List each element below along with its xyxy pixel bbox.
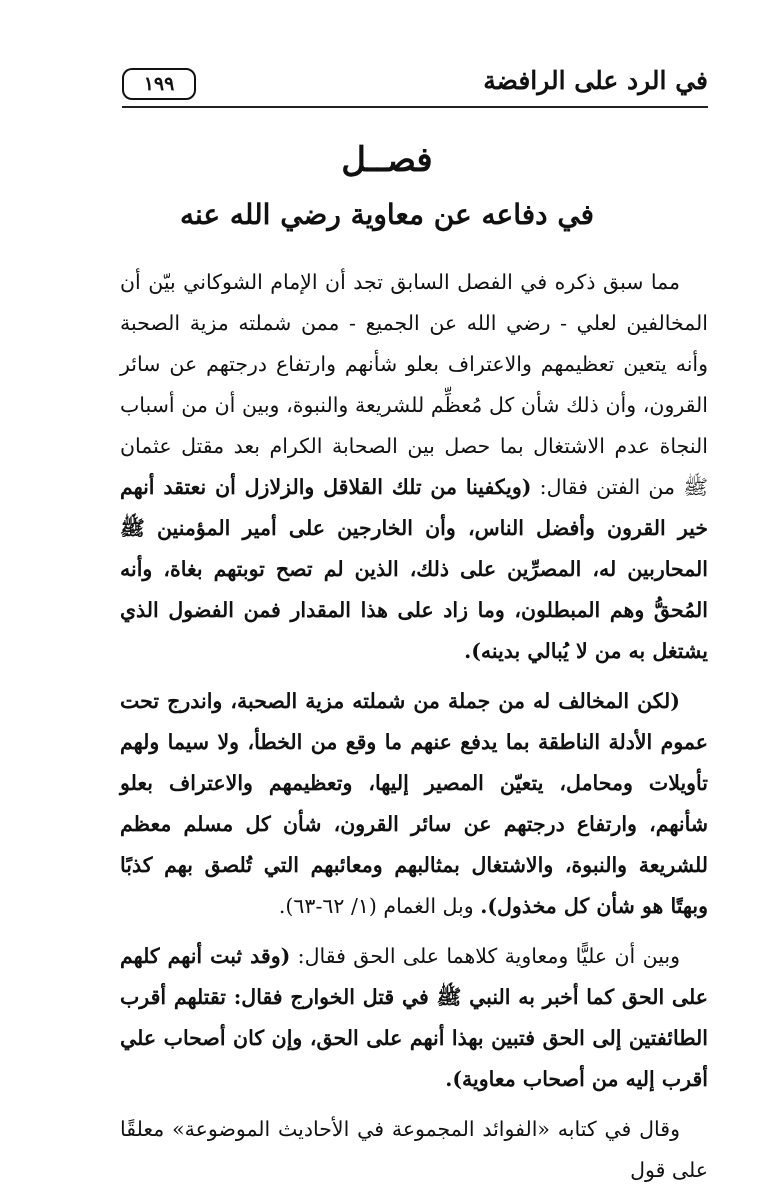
paragraph-1-quote: (ويكفينا من تلك القلاقل والزلازل أن نعتقد أنهم خير القرون وأفضل الناس، وأن الخارجين على أمير المؤمنين ﷺ المحاربين له، المصرِّين على ذلك، الذين لم تصح توبتهم بغاة، وأنه المُحقُّ وهم المبطلون، وما زاد على هذا المقدار فمن الفضول الذي يشتغل به من لا يُبالي بدينه).	[120, 475, 708, 663]
paragraph-3-text: وبين أن عليًّا ومعاوية كلاهما على الحق فقال:	[290, 944, 680, 968]
paragraph-2	[120, 681, 708, 927]
paragraph-2-quote: (لكن المخالف له من جملة من شملته مزية الصحبة، واندرج تحت عموم الأدلة الناطقة بما يدفع عنهم ما وقع من الخطأ، ولا سيما ولهم تأويلات ومحامل، يتعيّن المصير إليها، وتعظيمهم والاعتراف بعلو شأنهم، وارتفاع درجتهم عن سائر القرون، شأن كل مسلم معظم للشريعة والنبوة، والاشتغال بمثالبهم ومعائبهم التي تُلصق بهم كذبًا وبهتًا هو شأن كل مخذول).	[120, 689, 708, 918]
paragraph-4	[120, 1109, 708, 1191]
paragraph-4-text: وقال في كتابه «الفوائد المجموعة في الأحاديث الموضوعة» معلقًا على قول	[120, 1117, 708, 1182]
paragraph-3	[120, 936, 708, 1100]
paragraph-1	[120, 262, 708, 672]
body-text	[120, 262, 708, 1200]
page-header	[122, 62, 708, 108]
section-title: فصــل	[341, 140, 433, 180]
page-number: ١٩٩	[122, 68, 196, 100]
section-subtitle: في دفاعه عن معاوية رضي الله عنه	[179, 198, 595, 231]
paragraph-1-text: مما سبق ذكره في الفصل السابق تجد أن الإمام الشوكاني بيّن أن المخالفين لعلي - رضي الله عن الجميع - ممن شملته مزية الصحبة وأنه يتعين تعظيمهم والاعتراف بعلو شأنهم وارتفاع درجتهم عن سائر القرون، وأن ذلك شأن كل مُعظِّم للشريعة والنبوة، وبين أن من أسباب النجاة عدم الاشتغال بما حصل بين الصحابة الكرام بعد مقتل عثمان ﷺ من الفتن فقال:	[120, 270, 708, 499]
paragraph-2-citation: وبل الغمام (١/ ٦٢-٦٣).	[278, 894, 481, 918]
running-title: في الرد على الرافضة	[483, 66, 708, 95]
paragraph-3-quote: (وقد ثبت أنهم كلهم على الحق كما أخبر به النبي ﷺ في قتل الخوارج فقال: تقتلهم أقرب الطائفتين إلى الحق فتبين بهذا أنهم على الحق، وإن كان أصحاب علي أقرب إليه من أصحاب معاوية).	[120, 944, 708, 1091]
